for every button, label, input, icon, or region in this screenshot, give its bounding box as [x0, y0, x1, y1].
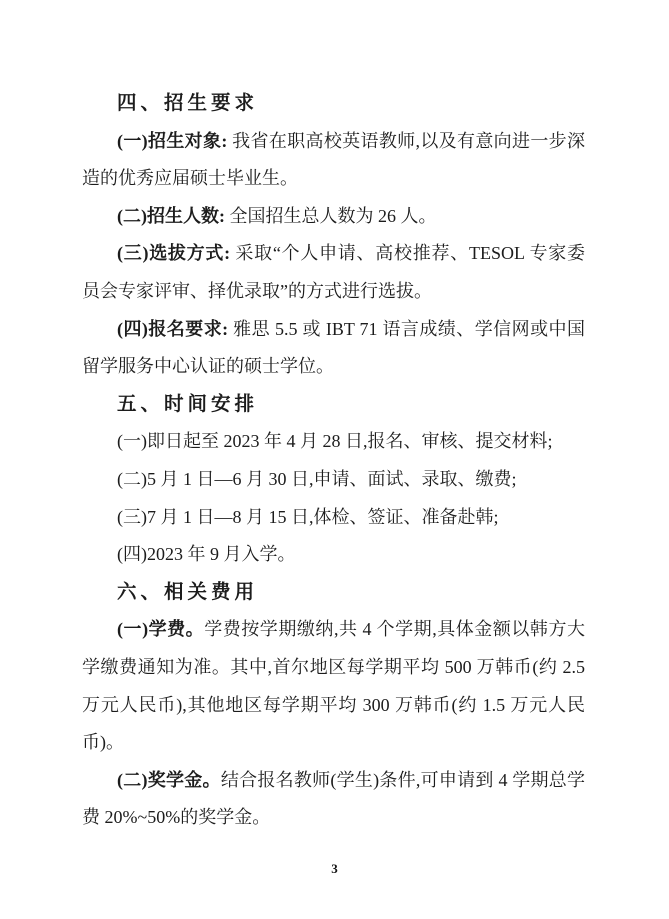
paragraph-text: 结合报名教师(学生)条件,可申请到 4 学期总学费 20%~50%的奖学金。 — [82, 769, 585, 828]
paragraph-text: 我省在职高校英语教师,以及有意向进一步深造的优秀应届硕士毕业生。 — [82, 130, 586, 189]
page-number: 3 — [331, 861, 338, 876]
paragraph-text: 全国招生总人数为 26 人。 — [224, 205, 437, 226]
paragraph-lead: (三)选拔方式: — [117, 243, 231, 264]
paragraph-text: (四)2023 年 9 月入学。 — [117, 544, 296, 565]
section-schedule — [82, 386, 585, 574]
paragraph — [82, 123, 585, 198]
paragraph — [82, 423, 585, 461]
paragraph — [82, 762, 585, 837]
document-body — [82, 85, 585, 837]
paragraph — [82, 311, 585, 386]
paragraph-lead: (四)报名要求: — [117, 318, 229, 339]
section-recruitment-requirements — [82, 85, 585, 386]
paragraph-lead: (一)招生对象: — [117, 130, 228, 151]
paragraph-text: (二)5 月 1 日—6 月 30 日,申请、面试、录取、缴费; — [117, 468, 517, 489]
paragraph — [82, 499, 585, 537]
section-fees — [82, 574, 585, 837]
section-heading: 四、招生要求 — [117, 93, 259, 114]
section-heading: 五、时间安排 — [117, 393, 259, 415]
paragraph-text: (三)7 月 1 日—8 月 15 日,体检、签证、准备赴韩; — [117, 506, 499, 527]
paragraph-lead: (二)奖学金。 — [117, 769, 221, 790]
paragraph — [82, 536, 585, 574]
paragraph-text: 雅思 5.5 或 IBT 71 语言成绩、学信网或中国留学服务中心认证的硕士学位。 — [82, 318, 585, 377]
paragraph-lead: (一)学费。 — [117, 619, 205, 640]
paragraph — [82, 611, 585, 761]
paragraph — [82, 198, 585, 236]
paragraph — [82, 235, 585, 310]
paragraph — [82, 461, 585, 499]
paragraph-text: (一)即日起至 2023 年 4 月 28 日,报名、审核、提交材料; — [117, 431, 553, 452]
paragraph-text: 采取“个人申请、高校推荐、TESOL 专家委员会专家评审、择优录取”的方式进行选拔。 — [82, 243, 585, 301]
section-heading: 六、相关费用 — [117, 581, 259, 603]
paragraph-text: 学费按学期缴纳,共 4 个学期,具体金额以韩方大学缴费通知为准。其中,首尔地区每学期平均 500 万韩币(约 2.5 万元人民币),其他地区每学期平均 300 万韩币(约 1.5 万元人民币)。 — [82, 619, 585, 753]
paragraph-lead: (二)招生人数: — [117, 205, 225, 226]
